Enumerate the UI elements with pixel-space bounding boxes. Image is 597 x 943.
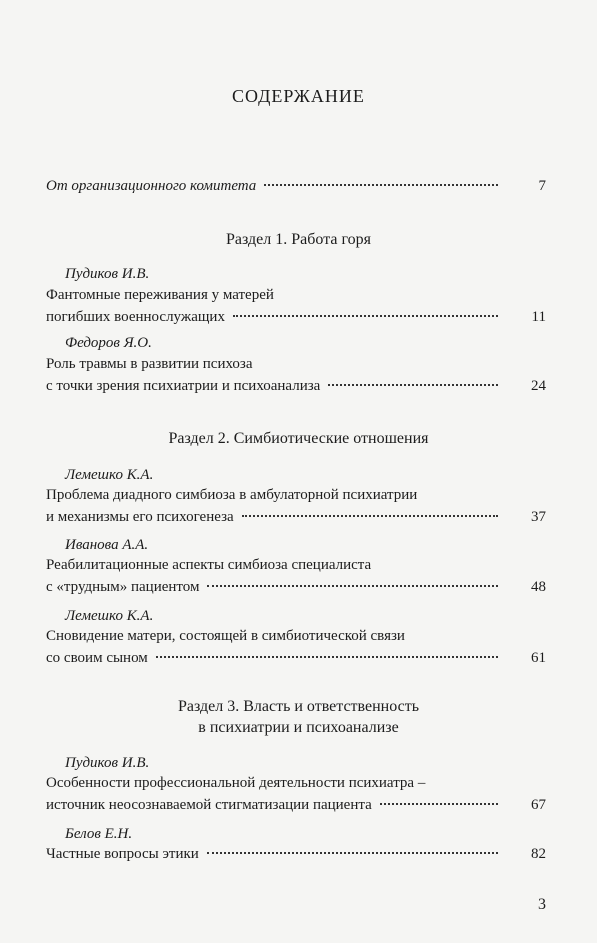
toc-entry: [46, 772, 546, 816]
page-number: 24: [531, 378, 546, 394]
intro-text: От организационного комитета: [46, 178, 257, 194]
toc-entry-intro: [46, 175, 546, 197]
article-title-line: источник неосознаваемой стигматизации пациента: [46, 797, 372, 813]
article-author: Белов Е.Н.: [65, 826, 133, 842]
section-heading-line: Раздел 2. Симбиотические отношения: [168, 430, 429, 447]
page-number: 82: [531, 846, 546, 862]
article-title-line: с точки зрения психиатрии и психоанализа: [46, 378, 321, 394]
article-title-line: погибших военнослужащих: [46, 309, 225, 325]
toc-entry: [46, 843, 546, 865]
toc-entry: [46, 554, 546, 598]
dot-leader: [207, 852, 498, 854]
article-author: Пудиков И.В.: [65, 755, 150, 771]
toc-entry: [46, 353, 546, 397]
page-number: 37: [531, 509, 546, 525]
page-number: 67: [531, 797, 546, 813]
folio-page-number: 3: [538, 896, 546, 913]
page-number: 11: [531, 309, 546, 325]
article-title-line: со своим сыном: [46, 650, 148, 666]
article-author: Иванова А.А.: [65, 537, 149, 553]
section-heading-line: Раздел 3. Власть и ответственность: [177, 698, 420, 715]
dot-leader: [207, 585, 498, 587]
toc-entry: [46, 625, 546, 669]
article-author: Федоров Я.О.: [65, 335, 152, 351]
section-heading-2: [0, 428, 597, 449]
article-title-line: Фантомные переживания у матерей: [46, 287, 274, 303]
section-heading-line: в психиатрии и психоанализе: [198, 719, 399, 736]
dot-leader: [242, 515, 498, 517]
toc-entry: [46, 284, 546, 328]
dot-leader: [156, 656, 498, 658]
dot-leader: [380, 803, 498, 805]
page-number: 61: [531, 650, 546, 666]
article-title-line: и механизмы его психогенеза: [46, 509, 234, 525]
article-title-line: Частные вопросы этики: [46, 846, 199, 862]
article-title-line: Особенности профессиональной деятельности психиатра –: [46, 775, 426, 791]
toc-entry: [46, 484, 546, 528]
page-title: СОДЕРЖАНИЕ: [232, 86, 365, 106]
section-heading-3: [0, 696, 597, 738]
article-author: Лемешко К.А.: [65, 608, 154, 624]
page-number: 48: [531, 579, 546, 595]
page-number: 7: [538, 178, 546, 194]
article-title-line: Роль травмы в развитии психоза: [46, 356, 253, 372]
article-author: Лемешко К.А.: [65, 467, 154, 483]
dot-leader: [264, 184, 498, 186]
dot-leader: [328, 384, 498, 386]
dot-leader: [233, 315, 498, 317]
article-title-line: Сновидение матери, состоящей в симбиотической связи: [46, 628, 405, 644]
article-title-line: с «трудным» пациентом: [46, 579, 200, 595]
article-author: Пудиков И.В.: [65, 266, 150, 282]
article-title-line: Проблема диадного симбиоза в амбулаторной психиатрии: [46, 487, 418, 503]
section-heading-line: Раздел 1. Работа горя: [226, 231, 371, 248]
section-heading-1: [0, 229, 597, 250]
article-title-line: Реабилитационные аспекты симбиоза специалиста: [46, 557, 372, 573]
